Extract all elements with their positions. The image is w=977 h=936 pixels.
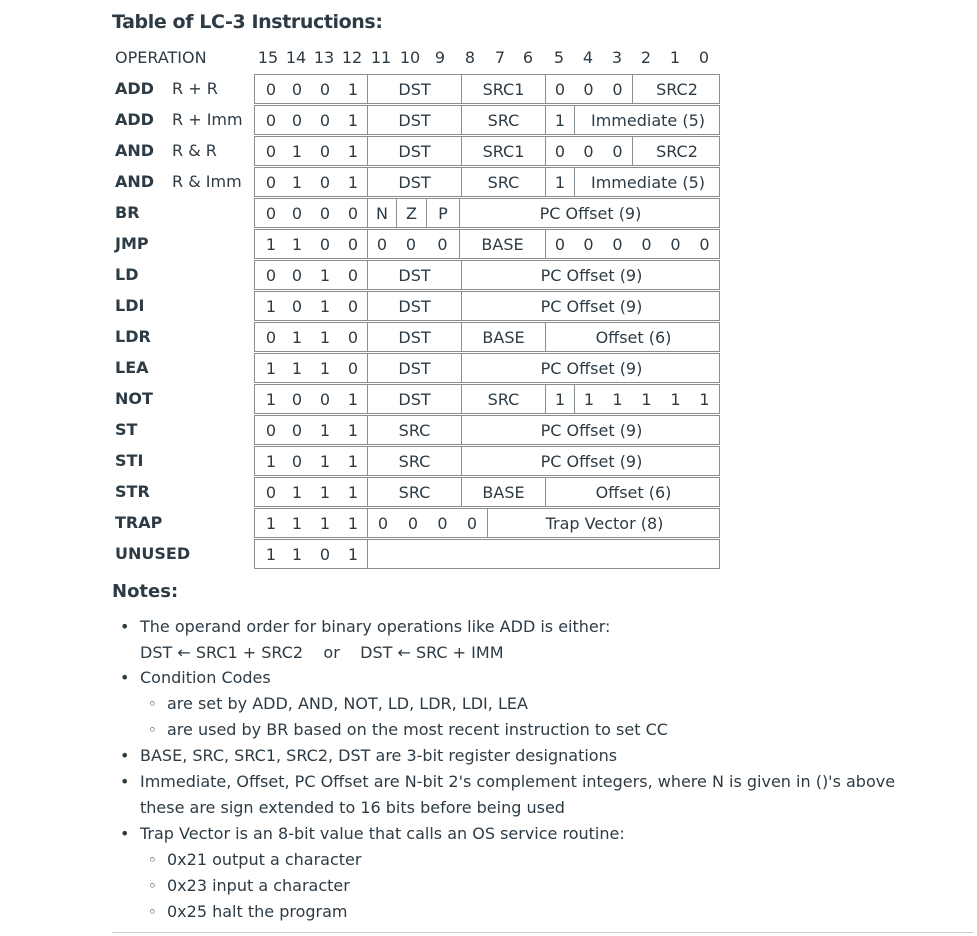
table-cell: 0 [319,141,331,161]
table-cell: 0 [612,234,623,254]
table-row [254,508,720,538]
table-cell: DST [367,168,461,196]
table-row [254,198,720,228]
table-cell: PC Offset (9) [461,292,721,320]
table-cell: SRC [367,447,461,475]
table-cell: 0 [545,230,574,258]
table-cell: 1 [574,385,603,413]
instruction-operand: R + Imm [172,110,243,129]
table-cell: Z [396,199,426,227]
bit-header-14: 14 [285,48,307,67]
table-cell: Trap Vector (8) [487,509,721,537]
table-cell: 0 [265,79,277,99]
table-row [254,384,720,414]
table-cell: 0 [291,451,303,471]
bit-header-5: 5 [553,48,565,67]
table-cell: 1 [265,451,277,471]
table-cell: 1 [319,482,331,502]
note-immediates: • Immediate, Offset, PC Offset are N-bit 2's complement integers, where N is given in ()'s above [140,772,895,792]
table-cell: 0 [265,203,277,223]
table-cell: 1 [612,389,623,409]
table-cell: 1 [347,420,359,440]
instruction-mnemonic: STI [115,451,144,470]
table-row [254,291,720,321]
table-cell: 0 [347,327,359,347]
instruction-table [254,74,720,569]
bit-header-10: 10 [399,48,421,67]
table-row [254,415,720,445]
table-cell: 1 [545,385,574,413]
table-cell: 1 [319,296,331,316]
table-cell: 0 [347,265,359,285]
table-cell: 0 [291,296,303,316]
instruction-operand: R & R [172,141,217,160]
table-cell-empty [367,540,721,568]
table-cell: 0 [265,482,277,502]
table-cell: 0 [291,389,303,409]
table-row [254,322,720,352]
bit-header-9: 9 [434,48,446,67]
bit-header-11: 11 [370,48,392,67]
bit-header-8: 8 [464,48,476,67]
table-cell: 1 [291,234,303,254]
table-cell: 1 [347,513,359,533]
note-trap-21: ◦ 0x21 output a character [167,850,361,870]
table-cell: 1 [545,106,574,134]
table-row [254,74,720,104]
table-cell: 1 [319,358,331,378]
table-cell: 0 [265,265,277,285]
table-row [254,539,720,569]
table-cell: 0 [545,75,574,103]
table-cell: DST [367,323,461,351]
table-cell: PC Offset (9) [459,199,721,227]
table-cell: 0 [437,234,448,254]
table-cell: PC Offset (9) [461,416,721,444]
table-cell: 1 [291,327,303,347]
table-cell: 1 [545,168,574,196]
table-row [254,136,720,166]
table-cell: BASE [461,323,545,351]
table-cell: 1 [265,296,277,316]
table-cell: 1 [347,451,359,471]
table-cell: DST [367,292,461,320]
table-cell: 1 [319,420,331,440]
instruction-mnemonic: LDI [115,296,145,315]
table-cell: 0 [583,141,594,161]
table-cell: 1 [291,544,303,564]
table-cell: 1 [347,110,359,130]
table-cell: SRC [367,478,461,506]
table-cell: 1 [347,482,359,502]
table-cell: 0 [407,513,419,533]
table-row [254,260,720,290]
table-cell: 0 [405,234,417,254]
bit-header-3: 3 [611,48,623,67]
table-cell: 1 [670,389,681,409]
bit-header-7: 7 [494,48,506,67]
instruction-mnemonic: ADD [115,110,154,129]
note-cc-set: ◦ are set by ADD, AND, NOT, LD, LDR, LDI, LEA [167,694,528,714]
table-cell: 0 [319,389,331,409]
table-cell: 0 [265,420,277,440]
table-cell: 1 [291,513,303,533]
table-cell: 0 [347,234,359,254]
table-cell: 0 [545,137,574,165]
table-cell: 0 [466,513,478,533]
bit-header-15: 15 [257,48,279,67]
bit-header-2: 2 [640,48,652,67]
table-cell: 1 [347,544,359,564]
table-cell: 0 [437,513,448,533]
bit-header-12: 12 [341,48,363,67]
note-operand-formula: DST ← SRC1 + SRC2 or DST ← SRC + IMM [140,643,504,662]
table-cell: 0 [265,141,277,161]
table-cell: DST [367,137,461,165]
divider [112,932,973,933]
instruction-mnemonic: UNUSED [115,544,191,563]
table-cell: 1 [699,389,710,409]
note-cc-used: ◦ are used by BR based on the most recent instruction to set CC [167,720,668,740]
table-cell: 1 [265,544,277,564]
instruction-mnemonic: LD [115,265,139,284]
table-cell: SRC [367,416,461,444]
table-cell: 0 [319,110,331,130]
instruction-mnemonic: ADD [115,79,154,98]
table-cell: 0 [291,203,303,223]
table-cell: Offset (6) [545,478,721,506]
table-cell: 1 [319,451,331,471]
instruction-operand: R & Imm [172,172,242,191]
table-cell: 0 [583,79,594,99]
table-cell: DST [367,261,461,289]
table-cell: 1 [265,513,277,533]
table-cell: 0 [265,110,277,130]
table-cell: PC Offset (9) [461,447,721,475]
table-cell: 1 [265,389,277,409]
note-registers: • BASE, SRC, SRC1, SRC2, DST are 3-bit register designations [140,746,617,766]
table-cell: 0 [291,420,303,440]
note-trap-25: ◦ 0x25 halt the program [167,902,347,922]
table-cell: PC Offset (9) [461,354,721,382]
table-cell: DST [367,385,461,413]
table-cell: 0 [291,79,303,99]
operation-header: OPERATION [115,48,207,67]
table-cell: 1 [291,358,303,378]
note-condition-codes: • Condition Codes [140,668,271,688]
bit-header-0: 0 [698,48,710,67]
table-cell: 0 [347,358,359,378]
table-cell: 0 [265,327,277,347]
table-cell: 1 [265,358,277,378]
table-cell: Immediate (5) [574,168,721,196]
table-cell: SRC2 [632,137,721,165]
table-cell: 0 [291,265,303,285]
notes-title: Notes: [112,581,179,602]
instruction-mnemonic: STR [115,482,150,501]
table-cell: BASE [461,478,545,506]
instruction-mnemonic: LEA [115,358,149,377]
bit-header-6: 6 [522,48,534,67]
table-cell: SRC2 [632,75,721,103]
instruction-mnemonic: NOT [115,389,153,408]
table-cell: 0 [583,234,594,254]
table-cell: 0 [319,544,331,564]
instruction-mnemonic: JMP [115,234,149,253]
table-cell: DST [367,106,461,134]
table-cell: SRC [461,106,545,134]
table-row [254,229,720,259]
instruction-mnemonic: TRAP [115,513,163,532]
table-cell: DST [367,354,461,382]
table-cell: DST [367,75,461,103]
table-row [254,446,720,476]
table-cell: N [367,199,396,227]
table-cell: 1 [291,172,303,192]
table-cell: SRC [461,168,545,196]
table-cell: 1 [347,79,359,99]
table-cell: 0 [319,79,331,99]
table-cell: 0 [367,230,396,258]
table-cell: P [426,199,459,227]
table-cell: 0 [347,296,359,316]
note-trap-vector: • Trap Vector is an 8-bit value that calls an OS service routine: [140,824,625,844]
table-cell: 1 [319,265,331,285]
table-cell: 0 [319,234,331,254]
instruction-mnemonic: ST [115,420,138,439]
table-cell: 0 [612,141,623,161]
bit-header-1: 1 [669,48,681,67]
table-cell: SRC1 [461,137,545,165]
table-row [254,477,720,507]
table-cell: 1 [319,327,331,347]
table-cell: BASE [459,230,545,258]
table-row [254,353,720,383]
table-cell: 0 [367,509,398,537]
instruction-mnemonic: AND [115,172,155,191]
note-trap-23: ◦ 0x23 input a character [167,876,350,896]
table-cell: Offset (6) [545,323,721,351]
instruction-mnemonic: BR [115,203,140,222]
instruction-operand: R + R [172,79,218,98]
table-row [254,167,720,197]
table-cell: 1 [347,389,359,409]
table-cell: SRC1 [461,75,545,103]
page-title: Table of LC-3 Instructions: [112,11,383,33]
table-cell: 0 [319,172,331,192]
bit-header-4: 4 [582,48,594,67]
bit-header-13: 13 [313,48,335,67]
table-cell: 1 [319,513,331,533]
table-cell: 0 [319,203,331,223]
table-cell: 1 [347,141,359,161]
table-cell: 0 [612,79,623,99]
table-cell: 1 [265,234,277,254]
table-cell: Immediate (5) [574,106,721,134]
note-operand-order: • The operand order for binary operations like ADD is either: [140,617,610,637]
table-cell: 1 [347,172,359,192]
table-cell: 0 [291,110,303,130]
note-immediates-cont: these are sign extended to 16 bits before being used [140,798,565,817]
table-row [254,105,720,135]
table-cell: 1 [641,389,652,409]
table-cell: 1 [291,141,303,161]
instruction-mnemonic: AND [115,141,155,160]
table-cell: 0 [670,234,681,254]
table-cell: 1 [291,482,303,502]
table-cell: 0 [699,234,710,254]
table-cell: SRC [461,385,545,413]
instruction-mnemonic: LDR [115,327,151,346]
table-cell: PC Offset (9) [461,261,721,289]
table-cell: 0 [347,203,359,223]
table-cell: 0 [641,234,652,254]
table-cell: 0 [265,172,277,192]
